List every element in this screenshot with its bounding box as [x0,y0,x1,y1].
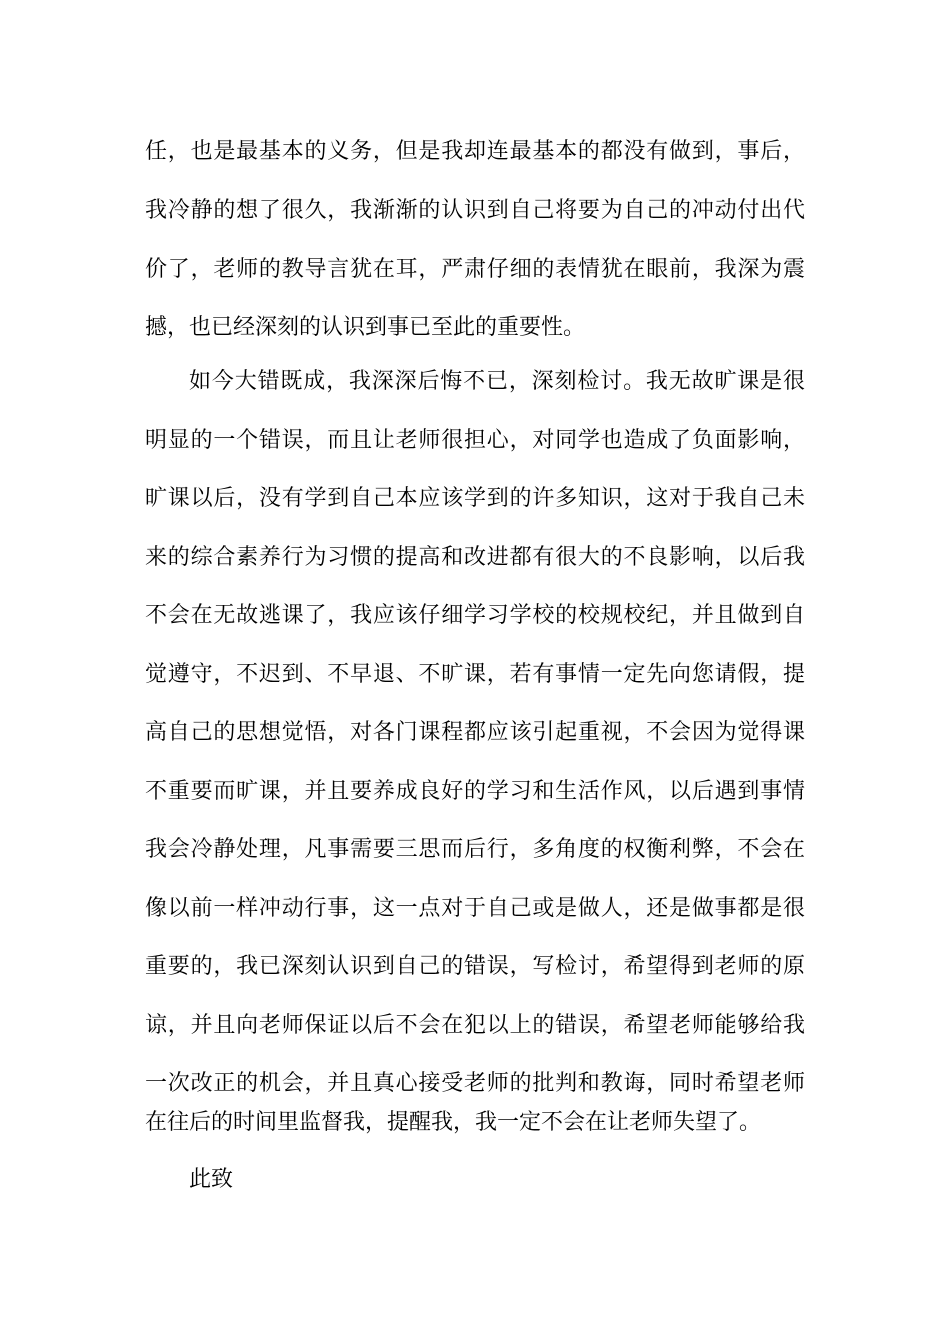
paragraph-2-line-1: 如今大错既成，我深深后悔不已，深刻检讨。我无故旷课是很 [189,369,805,394]
paragraph-1-line-4: 撼，也已经深刻的认识到事已至此的重要性。 [145,315,586,340]
paragraph-2-line-14: 在往后的时间里监督我，提醒我，我一定不会在让老师失望了。 [145,1110,762,1135]
paragraph-2-line-3: 旷课以后，没有学到自己本应该学到的许多知识，这对于我自己未 [145,486,805,511]
paragraph-2-line-8: 不重要而旷课，并且要养成良好的学习和生活作风，以后遇到事情 [145,779,805,804]
paragraph-2-line-11: 重要的，我已深刻认识到自己的错误，写检讨，希望得到老师的原 [145,954,805,979]
paragraph-2-line-6: 觉遵守，不迟到、不早退、不旷课，若有事情一定先向您请假，提 [145,662,805,687]
paragraph-1-line-3: 价了，老师的教导言犹在耳，严肃仔细的表情犹在眼前，我深为震 [145,257,805,282]
paragraph-2-line-9: 我会冷静处理，凡事需要三思而后行，多角度的权衡利弊，不会在 [145,837,805,862]
paragraph-2-line-10: 像以前一样冲动行事，这一点对于自己或是做人，还是做事都是很 [145,896,805,921]
closing-salutation: 此致 [189,1167,234,1192]
paragraph-1-line-1: 任，也是最基本的义务，但是我却连最基本的都没有做到，事后， [145,139,805,164]
paragraph-2-line-7: 高自己的思想觉悟，对各门课程都应该引起重视，不会因为觉得课 [145,720,805,745]
paragraph-2-line-12: 谅，并且向老师保证以后不会在犯以上的错误，希望老师能够给我 [145,1013,805,1038]
paragraph-2-line-13: 一次改正的机会，并且真心接受老师的批判和教诲，同时希望老师 [145,1071,805,1096]
paragraph-2-line-5: 不会在无故逃课了，我应该仔细学习学校的校规校纪，并且做到自 [145,603,805,628]
paragraph-1-line-2: 我冷静的想了很久，我渐渐的认识到自己将要为自己的冲动付出代 [145,198,805,223]
paragraph-2-line-2: 明显的一个错误，而且让老师很担心，对同学也造成了负面影响， [145,428,805,453]
paragraph-2-line-4: 来的综合素养行为习惯的提高和改进都有很大的不良影响，以后我 [145,545,805,570]
